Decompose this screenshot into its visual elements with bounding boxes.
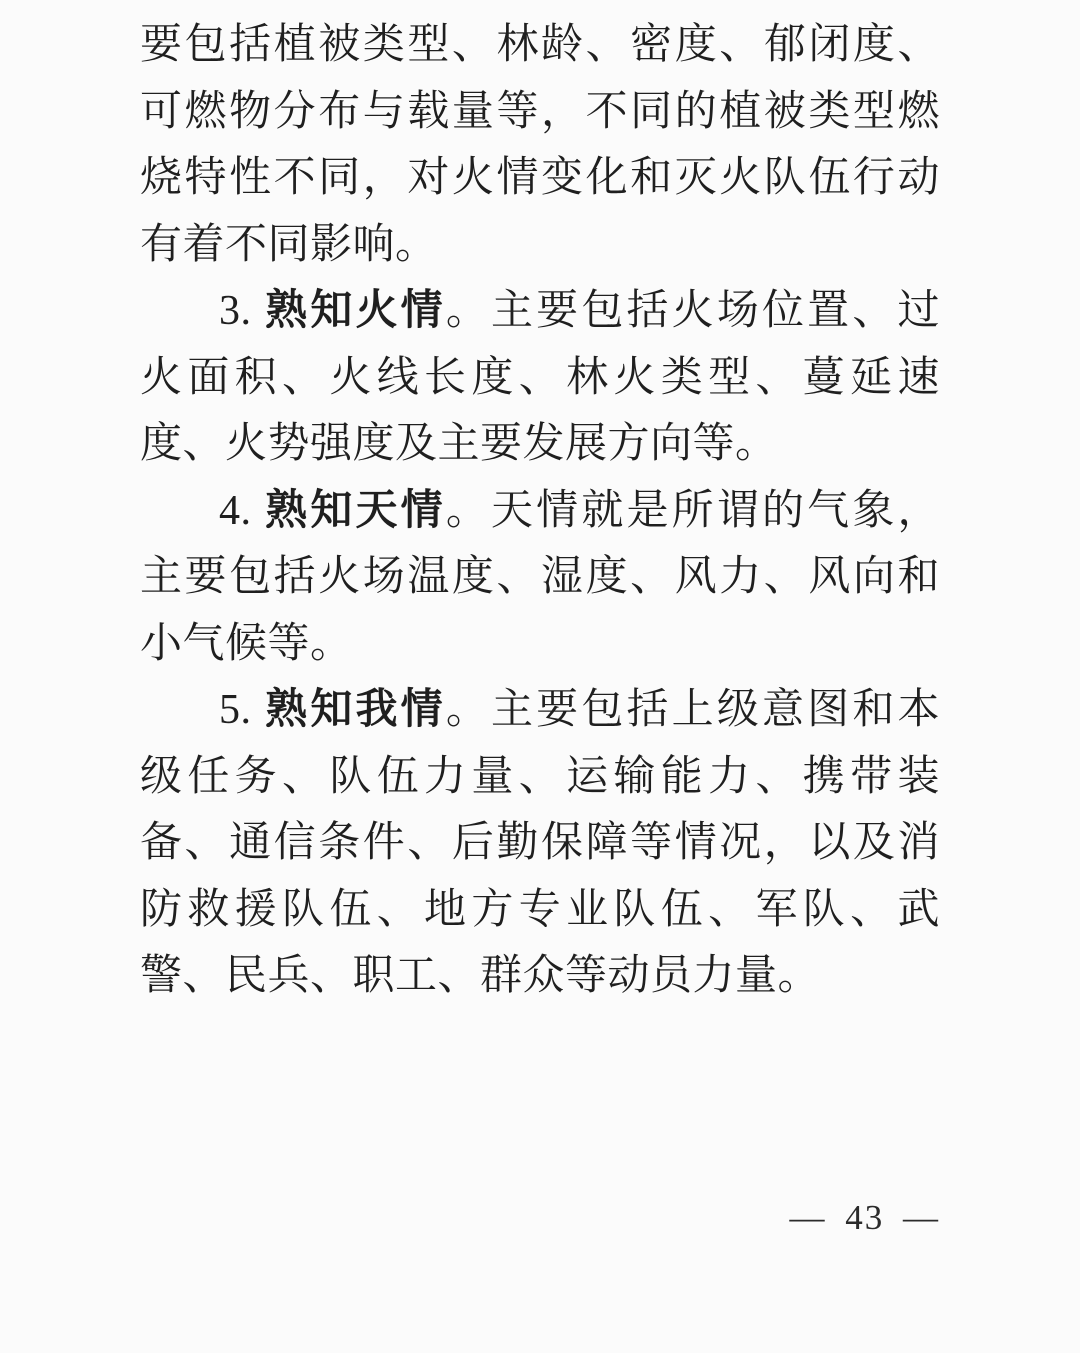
paragraph-text: 。主要包括上级意图和本级任务、队伍力量、运输能力、携带装备、通信条件、后勤保障等情况，以及消防救援队伍、地方专业队伍、军队、武警、民兵、职工、群众等动员力量。 <box>140 687 940 999</box>
paragraph-text: 。天情就是所谓的气象，主要包括火场温度、湿度、风力、风向和小气候等。 <box>140 487 940 667</box>
paragraph-item-4 <box>140 478 940 678</box>
item-heading: 熟知火情 <box>265 288 446 334</box>
paragraph-continuation <box>140 12 940 278</box>
list-number: 3. <box>219 288 266 334</box>
list-number: 5. <box>219 687 266 733</box>
item-heading: 熟知天情 <box>265 487 446 534</box>
page-number: — 43 — <box>789 1198 940 1237</box>
paragraph-item-3 <box>140 278 940 478</box>
paragraph-item-5 <box>140 677 940 1010</box>
paragraph-text: 。主要包括火场位置、过火面积、火线长度、林火类型、蔓延速度、火势强度及主要发展方向等。 <box>140 288 940 467</box>
paragraph-text: 要包括植被类型、林龄、密度、郁闭度、可燃物分布与载量等，不同的植被类型燃烧特性不同，对火情变化和灭火队伍行动有着不同影响。 <box>140 22 940 268</box>
list-number: 4. <box>219 487 266 534</box>
item-heading: 熟知我情 <box>265 687 446 733</box>
page-body-text <box>140 12 940 1010</box>
